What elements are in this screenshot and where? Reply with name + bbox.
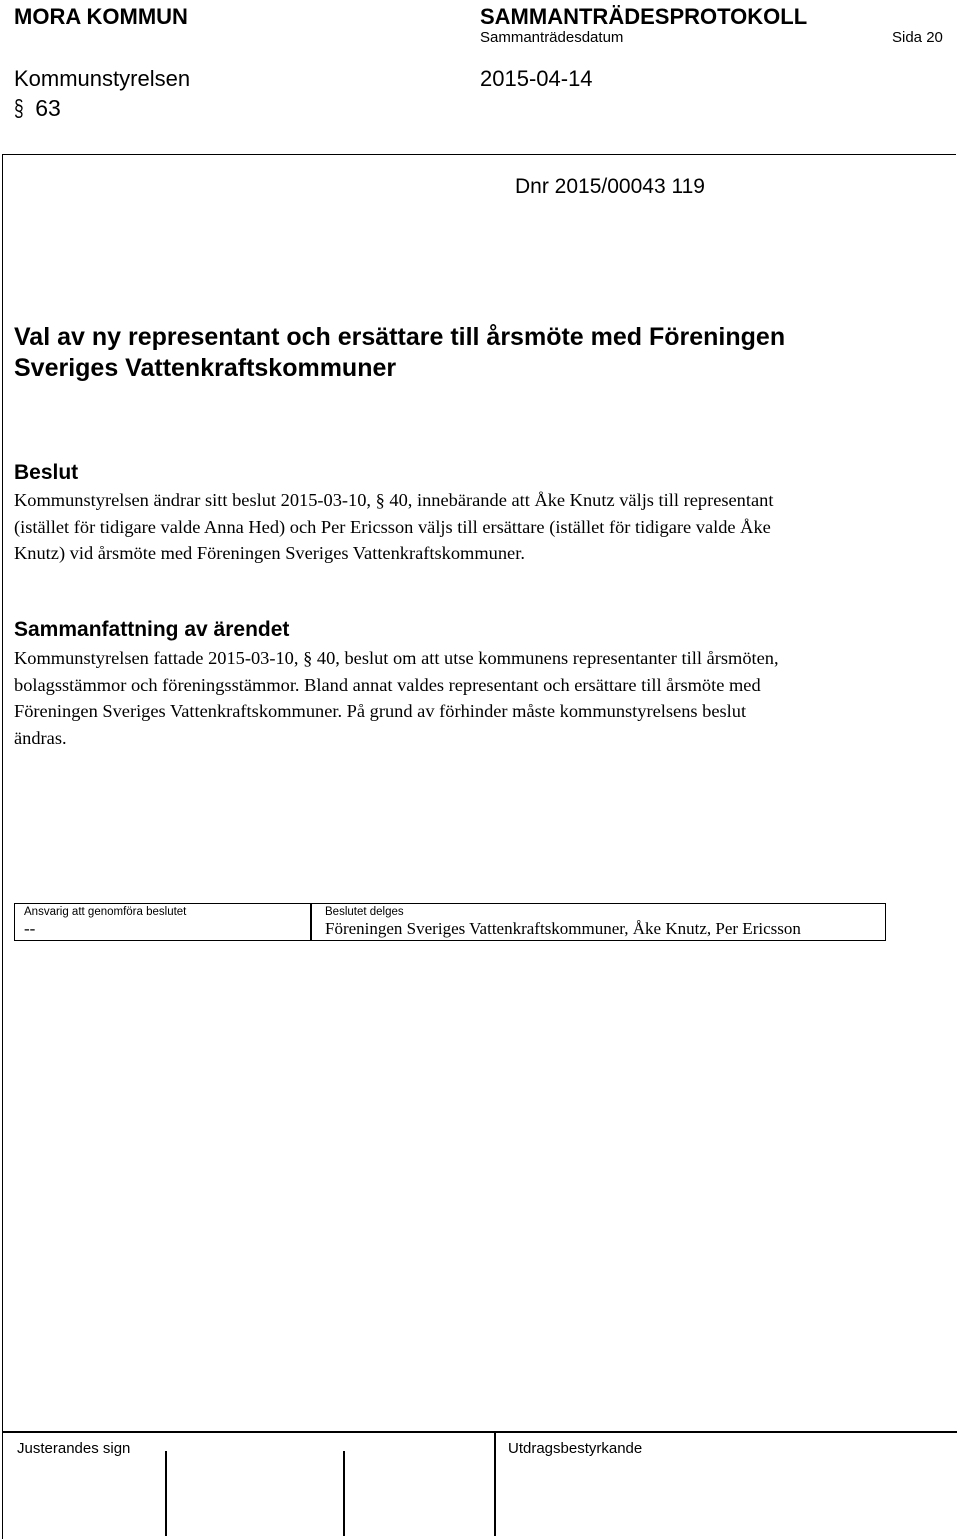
- responsible-label: Ansvarig att genomföra beslutet: [24, 906, 187, 918]
- paragraph-number-value: 63: [35, 95, 61, 121]
- recipients-value: Föreningen Sveriges Vattenkraftskommuner, Åke Knutz, Per Ericsson: [325, 919, 801, 938]
- adjusters-sign-label: Justerandes sign: [17, 1440, 131, 1457]
- text-line: bolagsstämmor och föreningsstämmor. Bland annat valdes representant och ersättare till årsmöte med: [14, 674, 761, 695]
- summary-text: [14, 645, 954, 751]
- title-line: Val av ny representant och ersättare till årsmöte med Föreningen: [14, 323, 786, 351]
- document-type: SAMMANTRÄDESPROTOKOLL: [480, 4, 808, 29]
- meeting-date: 2015-04-14: [480, 66, 593, 91]
- distribution-table: [14, 903, 886, 941]
- page-title: [14, 322, 914, 384]
- signature-box-divider: [343, 1451, 345, 1536]
- governing-body: Kommunstyrelsen: [14, 66, 191, 91]
- summary-heading: Sammanfattning av ärendet: [14, 618, 290, 641]
- title-line: Sveriges Vattenkraftskommuner: [14, 354, 397, 382]
- organization-name: MORA KOMMUN: [14, 4, 188, 29]
- signature-box-divider: [165, 1451, 167, 1536]
- decision-text: [14, 487, 954, 567]
- table-divider: [310, 904, 312, 940]
- paragraph-sign: §: [14, 95, 24, 121]
- extract-certifier-label: Utdragsbestyrkande: [508, 1440, 643, 1457]
- text-line: Kommunstyrelsen ändrar sitt beslut 2015-03-10, § 40, innebärande att Åke Knutz väljs till representant: [14, 490, 774, 510]
- text-line: Knutz) vid årsmöte med Föreningen Sveriges Vattenkraftskommuner.: [14, 543, 525, 563]
- text-line: (istället för tidigare valde Anna Hed) och Per Ericsson väljs till ersättare (istället för tidigare valde Åke: [14, 516, 771, 537]
- paragraph-number: [14, 95, 61, 122]
- recipients-label: Beslutet delges: [325, 906, 404, 918]
- signature-box-divider: [494, 1431, 496, 1536]
- responsible-value: --: [24, 919, 36, 938]
- meeting-date-label: Sammanträdesdatum: [480, 29, 624, 46]
- text-line: Föreningen Sveriges Vattenkraftskommuner. På grund av förhinder måste kommunstyrelsens beslut: [14, 701, 747, 721]
- footer-divider: [2, 1431, 957, 1433]
- text-line: Kommunstyrelsen fattade 2015-03-10, § 40, beslut om att utse kommunens representanter till årsmöten,: [14, 648, 779, 668]
- page-number: Sida 20: [892, 29, 943, 46]
- text-line: ändras.: [14, 727, 67, 748]
- decision-heading: Beslut: [14, 461, 79, 484]
- case-number: Dnr 2015/00043 119: [515, 175, 705, 198]
